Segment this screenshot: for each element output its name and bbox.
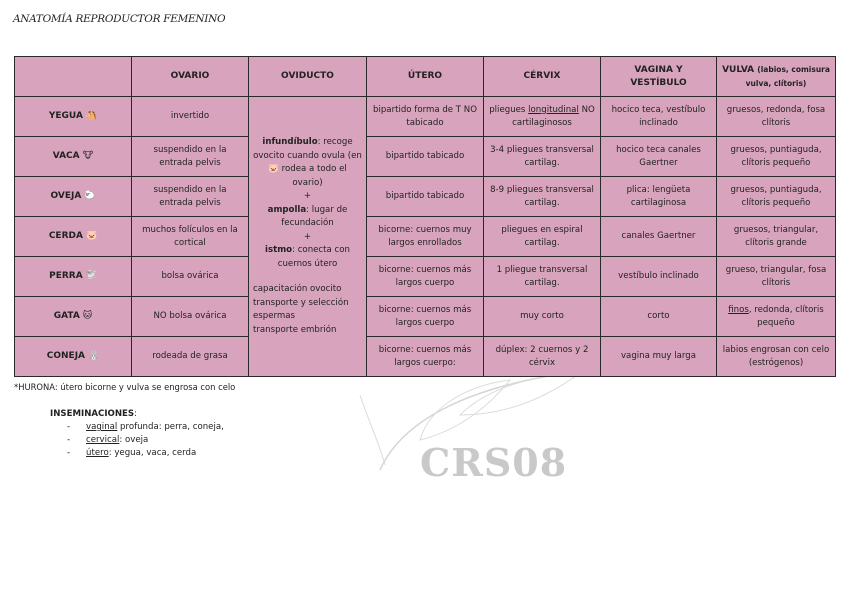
- ovario-cell: muchos folículos en la cortical: [132, 217, 249, 257]
- utero-cell: bipartido tabicado: [367, 137, 484, 177]
- animal-label: GATA: [53, 311, 80, 321]
- utero-cell: bipartido tabicado: [367, 177, 484, 217]
- animal-cell: [15, 337, 132, 377]
- item-text: profunda: perra, coneja,: [117, 422, 224, 432]
- utero-cell: bipartido forma de T NO tabicado: [367, 97, 484, 137]
- vulva-cell: [717, 297, 836, 337]
- pig-icon: 🐷: [85, 231, 98, 241]
- table-row: [15, 297, 836, 337]
- bullet: -: [67, 435, 71, 445]
- item-text: : oveja: [119, 435, 149, 445]
- function-item: capacitación ovocito: [253, 284, 342, 294]
- cervix-underlined: longitudinal: [528, 104, 579, 115]
- animal-cell: [15, 97, 132, 137]
- utero-cell: bicorne: cuernos más largos cuerpo: [367, 257, 484, 297]
- item-term: útero: [86, 448, 109, 458]
- inseminaciones-section: [50, 409, 224, 460]
- rabbit-icon: 🐰: [88, 351, 100, 361]
- ovario-cell: suspendido en la entrada pelvis: [132, 177, 249, 217]
- vulva-cell: grueso, triangular, fosa clítoris: [717, 257, 836, 297]
- ovario-cell: bolsa ovárica: [132, 257, 249, 297]
- istmo-label: istmo: [265, 245, 293, 255]
- function-item: transporte embrión: [253, 324, 337, 335]
- infundibulo-text-2: rodea a todo el ovario): [278, 164, 347, 188]
- table-row: [15, 97, 836, 137]
- cow-icon: 🐮: [82, 151, 94, 161]
- oviducto-cell: [249, 97, 367, 377]
- watermark: CRS08: [420, 440, 568, 485]
- animal-cell: [15, 177, 132, 217]
- vagina-cell: corto: [601, 297, 717, 337]
- cervix-cell: 1 pliegue transversal cartilag.: [484, 257, 601, 297]
- list-item: [67, 447, 224, 460]
- table-row: [15, 177, 836, 217]
- animal-cell: [15, 297, 132, 337]
- infundibulo-text: : recoge ovocito cuando ovula (en: [253, 137, 362, 161]
- table-row: [15, 217, 836, 257]
- function-item: transporte y selección espermas: [253, 297, 349, 321]
- hurona-note: *HURONA: útero bicorne y vulva se engrosa con celo: [14, 382, 236, 392]
- sheep-icon: 🐑: [84, 191, 96, 201]
- page-title: ANATOMÍA REPRODUCTOR FEMENINO: [13, 13, 226, 25]
- inseminaciones-heading: INSEMINACIONES: [50, 409, 135, 419]
- vulva-cell: gruesos, triangular, clítoris grande: [717, 217, 836, 257]
- header-vulva: [717, 57, 836, 97]
- header-oviducto: OVIDUCTO: [249, 57, 367, 97]
- vulva-cell: gruesos, redonda, fosa clítoris: [717, 97, 836, 137]
- heading-colon: :: [134, 409, 138, 419]
- vulva-cell: gruesos, puntiaguda, clítoris pequeño: [717, 177, 836, 217]
- bullet: -: [67, 448, 71, 458]
- plus-sign: +: [303, 191, 312, 201]
- animal-label: CERDA: [48, 231, 83, 241]
- item-term: cervical: [86, 435, 120, 445]
- utero-cell: bicorne: cuernos muy largos enrollados: [367, 217, 484, 257]
- utero-cell: bicorne: cuernos más largos cuerpo: [367, 297, 484, 337]
- animal-label: CONEJA: [46, 351, 86, 361]
- animal-label: PERRA: [49, 271, 83, 281]
- cervix-text: pliegues: [489, 104, 529, 115]
- horse-icon: 🐴: [85, 111, 98, 121]
- cervix-cell: pliegues en espiral cartilag.: [484, 217, 601, 257]
- vagina-cell: hocico teca canales Gaertner: [601, 137, 717, 177]
- cervix-cell: 8-9 pliegues transversal cartilag.: [484, 177, 601, 217]
- bullet: -: [67, 422, 71, 432]
- header-cervix: CÉRVIX: [484, 57, 601, 97]
- inseminaciones-list: [67, 421, 224, 460]
- animal-label: OVEJA: [50, 191, 82, 201]
- anatomy-table: [14, 56, 836, 377]
- utero-cell: bicorne: cuernos más largos cuerpo:: [367, 337, 484, 377]
- header-vagina: VAGINA Y VESTÍBULO: [601, 57, 717, 97]
- item-text: : yegua, vaca, cerda: [108, 448, 197, 458]
- table-row: [15, 137, 836, 177]
- header-vulva-sub: (labios, comisura vulva, clítoris): [745, 64, 830, 88]
- animal-label: YEGUA: [48, 111, 83, 121]
- vagina-cell: vestíbulo inclinado: [601, 257, 717, 297]
- oviducto-functions: [253, 283, 362, 337]
- cervix-cell: 3-4 pliegues transversal cartilag.: [484, 137, 601, 177]
- vulva-cell: labios engrosan con celo (estrógenos): [717, 337, 836, 377]
- table-header-row: [15, 57, 836, 97]
- table-row: [15, 337, 836, 377]
- list-item: [67, 434, 224, 447]
- animal-cell: [15, 257, 132, 297]
- vagina-cell: hocico teca, vestíbulo inclinado: [601, 97, 717, 137]
- cervix-cell: dúplex: 2 cuernos y 2 cérvix: [484, 337, 601, 377]
- item-term: vaginal: [86, 422, 118, 432]
- ovario-cell: suspendido en la entrada pelvis: [132, 137, 249, 177]
- animal-label: VACA: [52, 151, 80, 161]
- ampolla-text: : lugar de fecundación: [281, 204, 348, 228]
- header-utero: ÚTERO: [367, 57, 484, 97]
- header-empty: [15, 57, 132, 97]
- animal-cell: [15, 217, 132, 257]
- cervix-cell: muy corto: [484, 297, 601, 337]
- animal-cell: [15, 137, 132, 177]
- ovario-cell: invertido: [132, 97, 249, 137]
- vagina-cell: vagina muy larga: [601, 337, 717, 377]
- ovario-cell: NO bolsa ovárica: [132, 297, 249, 337]
- cat-icon: 🐱: [82, 311, 93, 321]
- header-ovario: OVARIO: [132, 57, 249, 97]
- vagina-cell: plica: lengüeta cartilaginosa: [601, 177, 717, 217]
- table-row: [15, 257, 836, 297]
- vagina-cell: canales Gaertner: [601, 217, 717, 257]
- vulva-cell: gruesos, puntiaguda, clítoris pequeño: [717, 137, 836, 177]
- pig-icon: 🐷: [268, 164, 279, 174]
- ovario-cell: rodeada de grasa: [132, 337, 249, 377]
- dog-icon: 🐩: [85, 271, 97, 281]
- plus-sign: +: [303, 231, 312, 242]
- cervix-cell: [484, 97, 601, 137]
- vulva-underlined: finos: [728, 304, 749, 315]
- header-vulva-label: VULVA: [722, 64, 755, 75]
- vulva-text: , redonda, clítoris pequeño: [748, 304, 824, 328]
- cervix-text: NO cartilaginosos: [512, 104, 595, 128]
- infundibulo-label: infundíbulo: [262, 137, 318, 147]
- list-item: [67, 421, 224, 434]
- ampolla-label: ampolla: [267, 204, 307, 215]
- istmo-text: : conecta con cuernos útero: [277, 245, 350, 269]
